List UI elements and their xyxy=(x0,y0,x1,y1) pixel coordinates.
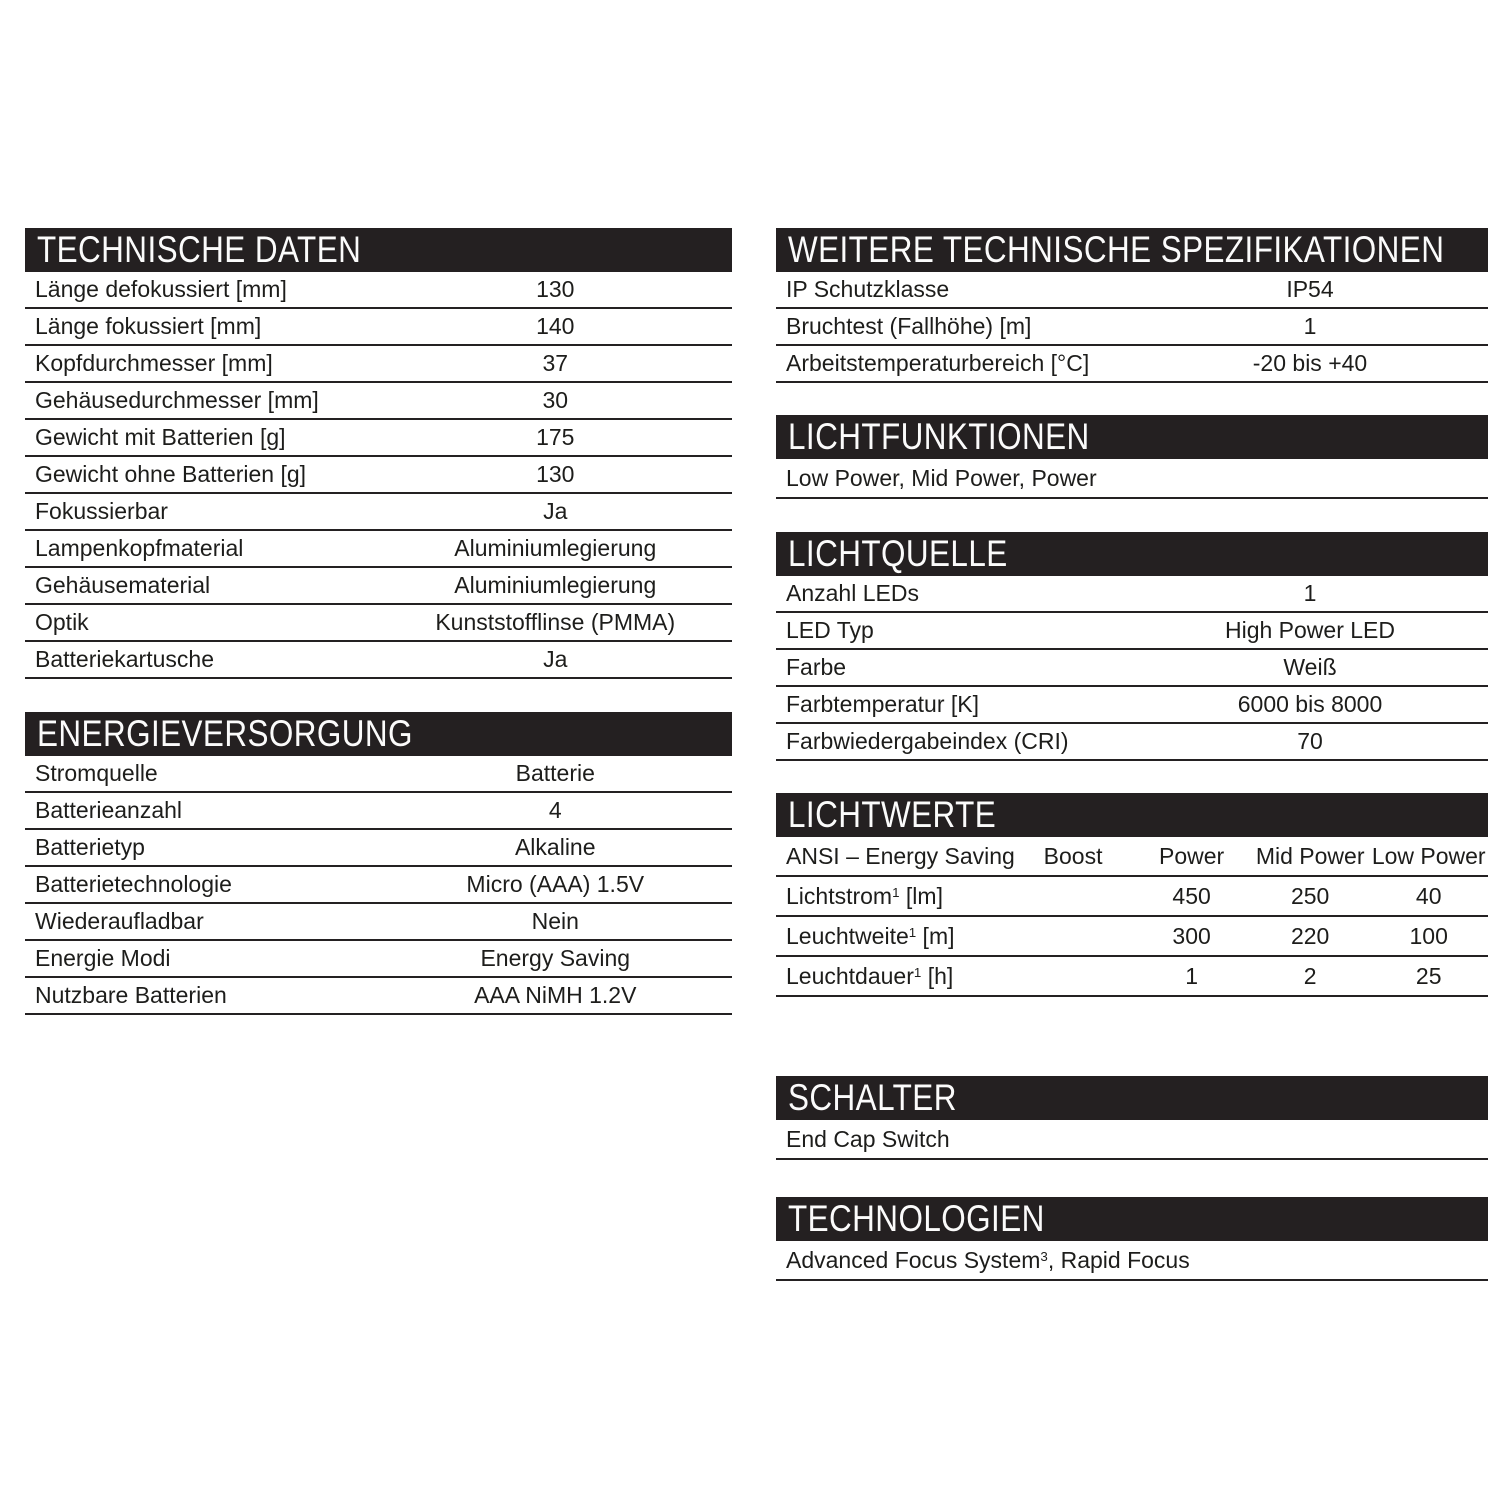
spec-value: Aluminiumlegierung xyxy=(454,572,657,598)
spec-value: Nein xyxy=(531,908,579,934)
spec-label: Farbe xyxy=(786,654,847,680)
section-technische-daten xyxy=(25,228,732,679)
right-column xyxy=(776,228,1488,1281)
section-title: LICHTQUELLE xyxy=(788,533,1008,574)
spec-value: AAA NiMH 1.2V xyxy=(474,982,637,1008)
section-header-technische-daten xyxy=(25,228,732,272)
spec-label: Gewicht ohne Batterien [g] xyxy=(35,461,307,487)
section-energieversorgung xyxy=(25,712,732,1015)
spec-label: Länge fokussiert [mm] xyxy=(35,313,262,339)
spec-value: 220 xyxy=(1290,922,1330,949)
spec-text: Low Power, Mid Power, Power xyxy=(786,464,1097,491)
column-header: Mid Power xyxy=(1255,842,1365,869)
spec-value: 1 xyxy=(1303,313,1317,339)
lichtwerte-row xyxy=(776,877,1488,917)
spec-row xyxy=(776,346,1488,383)
spec-value: Alkaline xyxy=(514,834,596,860)
spec-row xyxy=(776,272,1488,309)
spec-label: Batterietyp xyxy=(35,834,145,860)
section-technologien xyxy=(776,1197,1488,1281)
spec-value: 40 xyxy=(1415,882,1442,909)
spec-value: 1 xyxy=(1185,962,1199,989)
spec-row xyxy=(25,605,732,642)
spec-text: End Cap Switch xyxy=(786,1125,950,1152)
spec-label: Stromquelle xyxy=(35,760,158,786)
spec-label: Anzahl LEDs xyxy=(786,580,919,606)
spec-value: 130 xyxy=(536,276,575,302)
spec-value: 175 xyxy=(536,424,575,450)
spec-value: Kunststofflinse (PMMA) xyxy=(435,609,676,635)
spec-label: Leuchtdauer$^1$ [h] xyxy=(786,962,954,989)
spec-value: 70 xyxy=(1297,728,1323,754)
spec-value: 2 xyxy=(1303,962,1317,989)
spec-row xyxy=(25,867,732,904)
spec-value: 37 xyxy=(542,350,569,376)
spec-value: 250 xyxy=(1290,882,1330,909)
spec-value: 30 xyxy=(542,387,569,413)
left-column xyxy=(25,228,732,1015)
spec-value: 100 xyxy=(1409,922,1448,949)
lichtwerte-header-row xyxy=(776,837,1488,877)
spec-row xyxy=(776,613,1488,650)
spec-row xyxy=(776,687,1488,724)
spec-row xyxy=(25,494,732,531)
spec-label: Bruchtest (Fallhöhe) [m] xyxy=(786,313,1032,339)
column-header: Power xyxy=(1159,842,1225,869)
spec-label: Gehäusematerial xyxy=(35,572,211,598)
spec-value: 4 xyxy=(548,797,562,823)
spec-value: 300 xyxy=(1172,922,1211,949)
section-title: LICHTWERTE xyxy=(788,794,997,835)
spec-value: Micro (AAA) 1.5V xyxy=(466,871,645,897)
spec-label: Arbeitstemperaturbereich [°C] xyxy=(786,350,1090,376)
footnote-marker: 1 xyxy=(913,964,922,980)
spec-row xyxy=(25,309,732,346)
section-lichtquelle xyxy=(776,532,1488,761)
spec-text: Advanced Focus System$^3$, Rapid Focus xyxy=(786,1246,1190,1273)
spec-row xyxy=(25,420,732,457)
spec-row xyxy=(25,383,732,420)
section-title: TECHNOLOGIEN xyxy=(788,1198,1045,1239)
spec-row xyxy=(25,756,732,793)
spec-value: Batterie xyxy=(515,760,595,786)
spec-value: 25 xyxy=(1415,962,1442,989)
section-title: LICHTFUNKTIONEN xyxy=(788,416,1090,457)
section-header-lichtwerte xyxy=(776,793,1488,837)
spec-row xyxy=(776,576,1488,613)
spec-label: LED Typ xyxy=(786,617,874,643)
section-header-lichtquelle xyxy=(776,532,1488,576)
section-title: TECHNISCHE DATEN xyxy=(37,229,362,270)
spec-value: Ja xyxy=(543,646,568,672)
spec-row xyxy=(25,642,732,679)
spec-value: 6000 bis 8000 xyxy=(1237,691,1383,717)
spec-row xyxy=(25,978,732,1015)
spec-value: Aluminiumlegierung xyxy=(454,535,657,561)
lichtwerte-row xyxy=(776,957,1488,997)
spec-label: Lampenkopfmaterial xyxy=(35,535,244,561)
spec-label: IP Schutzklasse xyxy=(786,276,950,302)
section-header-weitere-spezifikationen xyxy=(776,228,1488,272)
section-title: ENERGIEVERSORGUNG xyxy=(37,713,413,754)
section-title: SCHALTER xyxy=(788,1077,957,1118)
section-title: WEITERE TECHNISCHE SPEZIFIKATIONEN xyxy=(788,229,1445,270)
spec-label: Nutzbare Batterien xyxy=(35,982,227,1008)
spec-label: Gehäusedurchmesser [mm] xyxy=(35,387,319,413)
spec-value: 140 xyxy=(536,313,575,339)
spec-label: Optik xyxy=(35,609,89,635)
section-lichtfunktionen xyxy=(776,415,1488,499)
spec-row xyxy=(25,346,732,383)
section-header-schalter xyxy=(776,1076,1488,1120)
spec-row xyxy=(25,793,732,830)
spec-value: 450 xyxy=(1172,882,1211,909)
spec-value: High Power LED xyxy=(1224,617,1396,643)
spec-value: 1 xyxy=(1303,580,1317,606)
spec-label: Fokussierbar xyxy=(35,498,168,524)
spec-label: Wiederaufladbar xyxy=(35,908,204,934)
spec-value: Weiß xyxy=(1283,654,1337,680)
technologien-text xyxy=(776,1241,1488,1281)
spec-label: Farbtemperatur [K] xyxy=(786,691,980,717)
spec-label: Batteriekartusche xyxy=(35,646,214,672)
footnote-marker: 1 xyxy=(892,884,900,900)
spec-label: Gewicht mit Batterien [g] xyxy=(35,424,286,450)
lichtfunktionen-text xyxy=(776,459,1488,499)
spec-row xyxy=(25,272,732,309)
column-header: Low Power xyxy=(1371,842,1486,869)
spec-row xyxy=(776,650,1488,687)
spec-label: Leuchtweite$^1$ [m] xyxy=(786,922,955,949)
spec-label: Lichtstrom$^1$ [lm] xyxy=(786,882,943,909)
spec-row xyxy=(25,830,732,867)
spec-label: Batterieanzahl xyxy=(35,797,183,823)
spec-row xyxy=(776,309,1488,346)
spec-value: 130 xyxy=(536,461,575,487)
spec-label: Farbwiedergabeindex (CRI) xyxy=(786,728,1069,754)
section-header-technologien xyxy=(776,1197,1488,1241)
schalter-text xyxy=(776,1120,1488,1160)
spec-value: IP54 xyxy=(1286,276,1334,302)
column-header: ANSI – Energy Saving xyxy=(786,842,1015,869)
spec-value: Energy Saving xyxy=(480,945,631,971)
lichtwerte-row xyxy=(776,917,1488,957)
spec-row xyxy=(25,904,732,941)
spec-row xyxy=(25,568,732,605)
column-header: Boost xyxy=(1043,842,1103,869)
spec-label: Länge defokussiert [mm] xyxy=(35,276,287,302)
section-weitere-spezifikationen xyxy=(776,228,1488,383)
spec-row xyxy=(25,457,732,494)
spec-row xyxy=(776,724,1488,761)
footnote-marker: 1 xyxy=(908,924,917,940)
spec-row xyxy=(25,531,732,568)
spec-value: Ja xyxy=(543,498,568,524)
section-header-lichtfunktionen xyxy=(776,415,1488,459)
section-schalter xyxy=(776,1076,1488,1160)
section-header-energieversorgung xyxy=(25,712,732,756)
spec-label: Kopfdurchmesser [mm] xyxy=(35,350,273,376)
footnote-marker: 3 xyxy=(1040,1248,1048,1264)
section-lichtwerte xyxy=(776,793,1488,997)
spec-label: Batterietechnologie xyxy=(35,871,232,897)
spec-value: -20 bis +40 xyxy=(1252,350,1368,376)
spec-label: Energie Modi xyxy=(35,945,171,971)
spec-row xyxy=(25,941,732,978)
